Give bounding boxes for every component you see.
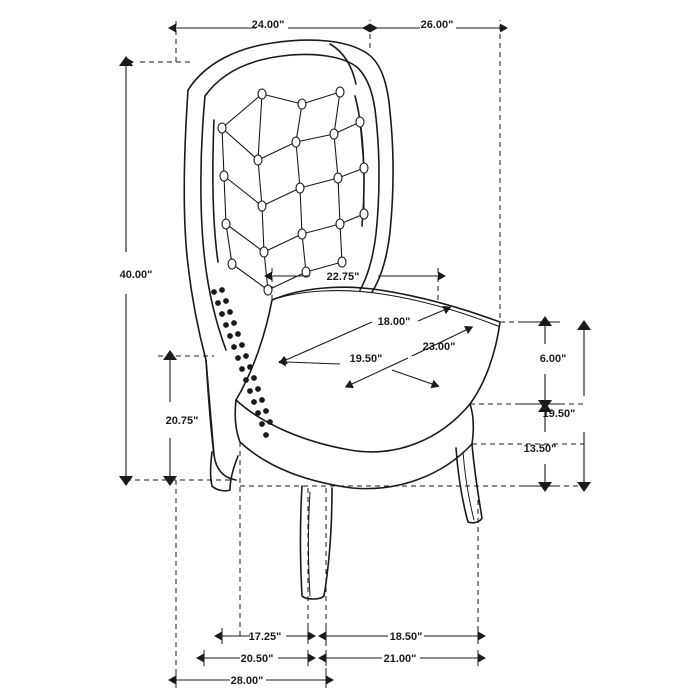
label-base-depth: 21.00": [383, 653, 417, 665]
label-seat-width-inner: 18.00": [377, 316, 411, 328]
label-seat-cushion-thickness: 6.00": [539, 353, 567, 365]
label-base-width-inner: 20.50": [240, 653, 274, 665]
label-base-width-outer: 28.00": [230, 675, 264, 687]
label-overall-height: 40.00": [119, 269, 153, 281]
label-foot-span-front: 17.25": [248, 631, 282, 643]
label-seat-diagonal: 19.50": [349, 353, 383, 365]
label-arm-height: 20.75": [165, 415, 199, 427]
label-seat-back-width: 22.75": [326, 271, 360, 283]
label-back-depth-upper: 26.00": [420, 19, 454, 31]
label-seat-height-total: 19.50": [542, 408, 576, 420]
label-seat-depth-diagonal: 23.00": [422, 341, 456, 353]
label-foot-span-side: 18.50": [389, 631, 423, 643]
label-back-top-width: 24.00": [251, 19, 285, 31]
label-seat-height-lower: 13.50": [523, 443, 557, 455]
